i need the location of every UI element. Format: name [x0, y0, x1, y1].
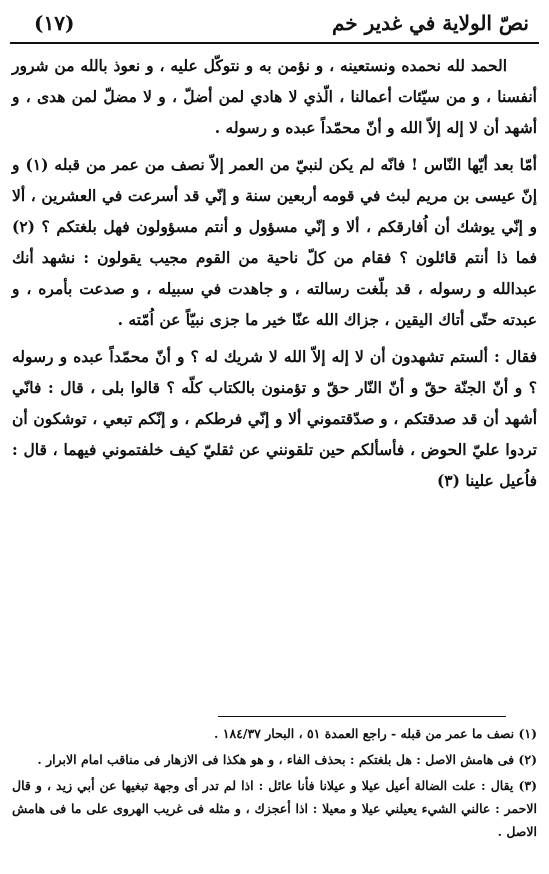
footnote-divider — [218, 716, 506, 717]
page-header — [14, 8, 535, 38]
paragraph: فقال : ألستم تشهدون أن لا إله إلاّ الله لا شريك له ؟ و أنّ محمّداً عبده و رسوله ؟ و أنّ الجنّة حقّ و أنّ النّار حقّ و تؤمنون بالكتاب كلّه ؟ قالوا بلى ، قال : فانّي أشهد أن قد صدقتكم ، و صدّقتموني ألا و إنّي فرطكم ، و إنّكم تبعي ، توشكون أن تردوا عليّ الحوض ، فأسألكم حين تلقونني عن ثقليّ كيف خلفتموني فيهما ، قال : فاُعيل علينا (٣) — [12, 347, 537, 490]
paragraph: الحمد لله نحمده ونستعينه ، و نؤمن به و نتوكّل عليه ، و نعوذ بالله من شرور أنفسنا ، و من سيّئات أعمالنا ، الّذي لا هادي لمن أضلّ ، و لا مضلّ لمن هدى ، و أشهد أن لا إله إلاّ الله و أنّ محمّداً عبده و رسوله . — [12, 56, 537, 137]
main-text — [12, 50, 537, 502]
footnotes — [12, 722, 537, 846]
footnote: (٢) فى هامش الاصل : هل بلغتكم : بحذف الفاء ، و هو هكذا فى الازهار فى مناقب امام الابرار . — [37, 752, 537, 767]
paragraph: أمّا بعد أيّها النّاس ! فانّه لم يكن لنبيّ من العمر إلاّ نصف من عمر من قبله (١) و إنّ عيسى بن مريم لبث في قومه أربعين سنة و إنّي قد أسرعت في العشرين ، ألا و إنّي يوشك أن اُفارقكم ، ألا و إنّي مسؤول و أنتم مسؤولون فهل بلغتكم ؟ (٢) فما ذا أنتم قائلون ؟ فقام من كلّ ناحية من القوم مجيب يقولون : نشهد أنك عبدالله و رسوله ، قد بلّغت رسالته ، و جاهدت في سبيله ، و صدعت بأمره ، و عبدته حتّى أتاك اليقين ، جزاك الله عنّا خير ما جزى نبيّاً عن اُمّته . — [12, 155, 537, 329]
running-title: نصّ الولاية في غدير خم — [331, 11, 529, 35]
page-number: (١٧) — [34, 11, 75, 35]
footnote: (١) نصف ما عمر من قبله - راجع العمدة ٥١ ، البحار ١٨٤/٣٧ . — [214, 726, 537, 741]
header-divider — [10, 42, 539, 44]
footnote: (٣) يقال : علت الضالة أعيل عيلا و عيلانا فأنا عائل : اذا لم تدر أى وجهة تبغيها عن أبي زيد ، و قال الاحمر : عالني الشيء يعيلني عيلا و معيلا : اذا أعجزك ، و مثله فى غريب الهروى على ما فى هامش الاصل . — [12, 778, 537, 839]
